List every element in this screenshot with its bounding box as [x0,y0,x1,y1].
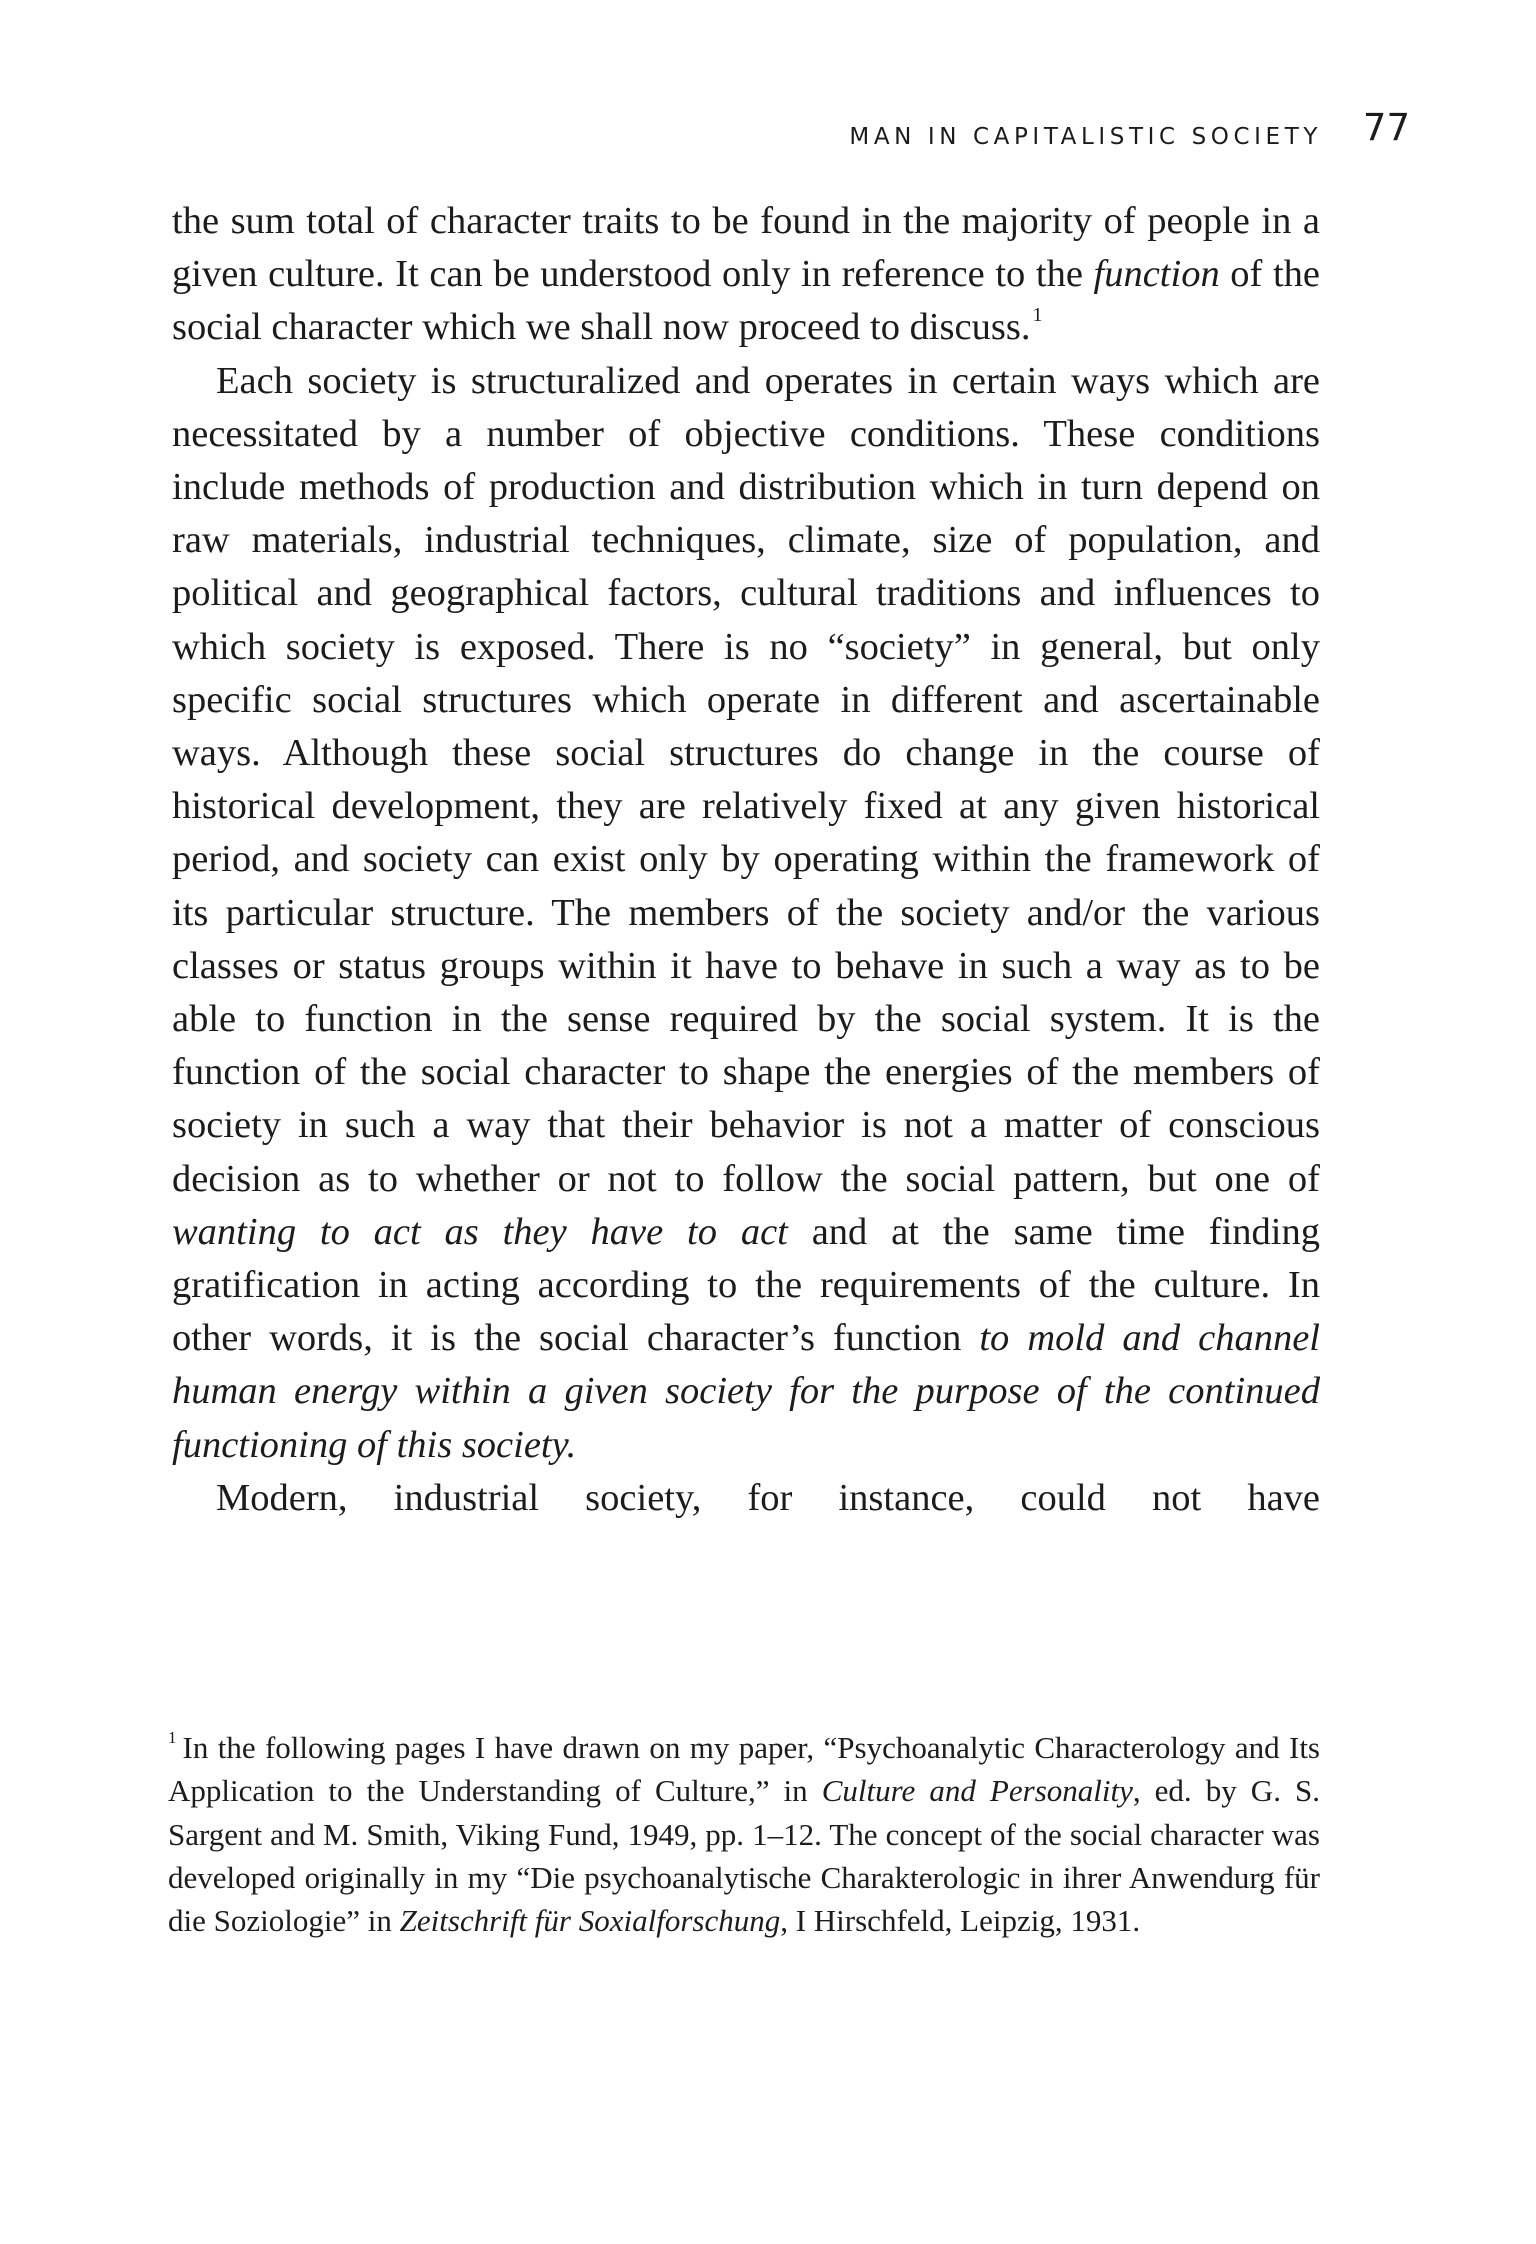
main-text [172,195,1320,1525]
paragraph-1-text-2: of the social character which we shall now proceed to discuss. [172,253,1321,349]
footnote-1 [168,1726,1320,1942]
paragraph-1-italic: function [1093,253,1220,296]
footnote [168,1726,1320,1942]
footnote-italic-2: Zeitschrift für Soxialforschung [399,1903,781,1939]
footnote-reference[interactable]: 1 [1032,304,1043,327]
paragraph-2-italic-1: wanting to act as they have to act [172,1210,788,1253]
footnote-text-3: , I Hirschfeld, Leipzig, 1931. [780,1903,1141,1939]
page-number: 77 [1362,106,1410,149]
running-title: MAN IN CAPITALISTIC SOCIETY [849,124,1322,150]
paragraph-2 [172,355,1320,1472]
paragraph-2-italic-2: to mold and channel human energy within a given society for the purpose of the continued functioning of this society. [172,1317,1320,1466]
footnote-italic-1: Culture and Personality [821,1773,1133,1809]
footnote-text-1: In the following pages I have drawn on my paper, “Psychoanalytic Characterology and Its Application to the Understanding of Culture,” in [168,1730,1320,1809]
paragraph-1-text: the sum total of character traits to be found in the majority of people in a given culture. It can be understood only in reference to the [172,200,1320,296]
paragraph-1 [172,195,1320,355]
paragraph-2-text-2: and at the same time finding gratification in acting according to the requirements of the culture. In other words, it is the social character’s function [172,1210,1320,1360]
paragraph-3 [172,1472,1320,1525]
footnote-marker: 1 [168,1728,177,1747]
paragraph-3-text: Modern, industrial society, for instance, could not have [216,1476,1320,1519]
footnote-text-2: , ed. by G. S. Sargent and M. Smith, Viking Fund, 1949, pp. 1–12. The concept of the social character was developed originally in my “Die psychoanalytische Charakterologic in ihrer Anwendurg für die Soziologie” in [168,1773,1320,1939]
running-header [170,106,1410,162]
paragraph-2-text: Each society is structuralized and operates in certain ways which are necessitated by a number of objective conditions. These conditions include methods of production and distribution which in turn depend on raw materials, industrial techniques, climate, size of population, and political and geographical factors, cultural traditions and influences to which society is exposed. There is no “society” in general, but only specific social structures which operate in different and ascertainable ways. Although these social structures do change in the course of historical development, they are relatively fixed at any given historical period, and society can exist only by operating within the framework of its particular structure. The members of the society and/or the various classes or status groups within it have to behave in such a way as to be able to function in the sense required by the social system. It is the function of the social character to shape the energies of the members of society in such a way that their behavior is not a matter of conscious decision as to whether or not to follow the social pattern, but one of [172,359,1320,1200]
